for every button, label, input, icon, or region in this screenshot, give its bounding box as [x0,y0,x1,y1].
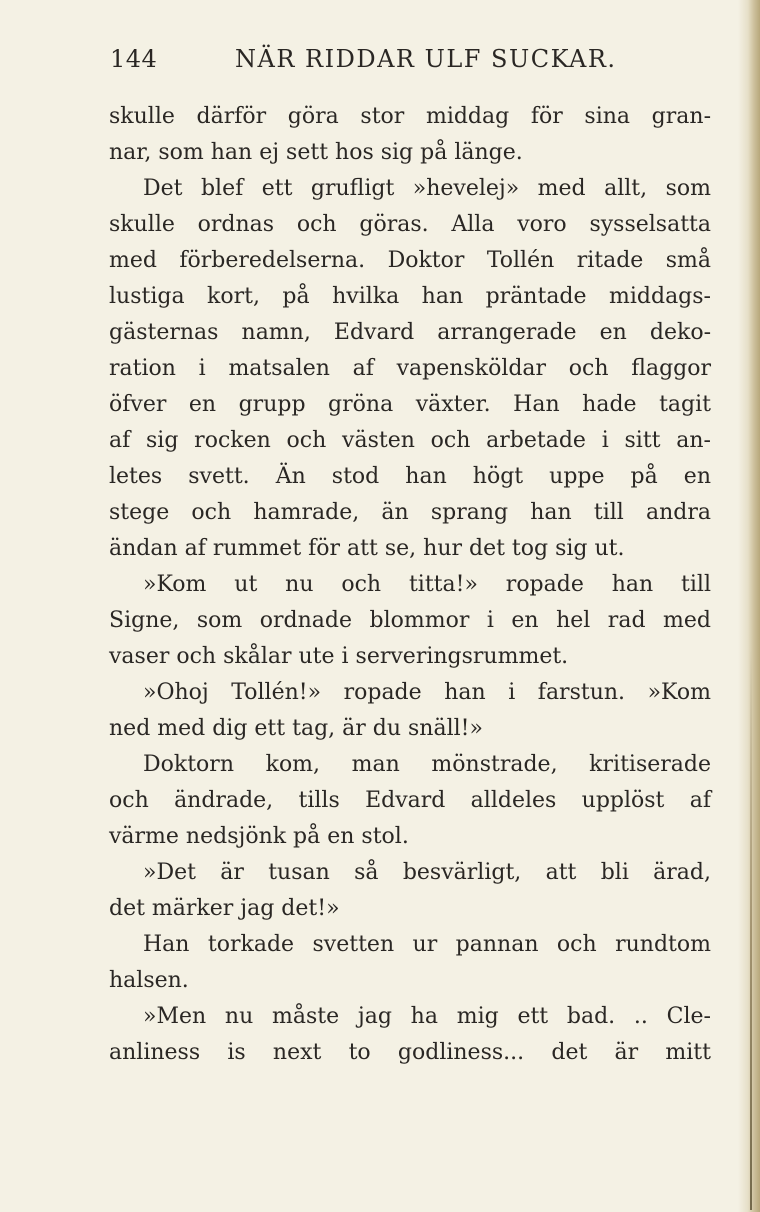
text-line: öfver en grupp gröna växter. Han hade tagit [109,392,711,417]
text-line: det märker jag det!» [109,896,340,921]
running-head: NÄR RIDDAR ULF SUCKAR. [235,45,617,73]
text-line: skulle ordnas och göras. Alla voro sysselsatta [109,212,711,237]
text-line: Signe, som ordnade blommor i en hel rad med [109,608,711,633]
text-line: Doktorn kom, man mönstrade, kritiserade [143,752,711,777]
text-line: »Det är tusan så besvärligt, att bli ärad, [143,860,711,885]
text-line: »Kom ut nu och titta!» ropade han till [143,572,711,597]
text-line: ned med dig ett tag, är du snäll!» [109,716,483,741]
page-number: 144 [110,45,158,73]
page-edge-line [750,650,752,1210]
text-line: lustiga kort, på hvilka han präntade middags- [109,284,711,309]
body-text [109,99,711,1071]
text-line: halsen. [109,968,189,993]
text-line: vaser och skålar ute i serveringsrummet. [109,644,569,669]
text-line: värme nedsjönk på en stol. [109,824,409,849]
text-line: ration i matsalen af vapensköldar och flaggor [109,356,711,381]
text-line: anliness is next to godliness... det är mitt [109,1040,711,1065]
text-line: »Men nu måste jag ha mig ett bad. .. Cle- [143,1004,711,1029]
text-line: af sig rocken och västen och arbetade i sitt an- [109,428,711,453]
page-header [110,45,710,81]
text-line: letes svett. Än stod han högt uppe på en [109,464,711,489]
text-line: Han torkade svetten ur pannan och rundtom [143,932,711,957]
text-line: Det blef ett grufligt »hevelej» med allt, som [143,176,711,201]
page-edge-shadow [738,0,760,1212]
text-line: nar, som han ej sett hos sig på länge. [109,140,523,165]
text-line: och ändrade, tills Edvard alldeles upplöst af [109,788,711,813]
text-line: »Ohoj Tollén!» ropade han i farstun. »Kom [143,680,711,705]
text-line: stege och hamrade, än sprang han till andra [109,500,711,525]
text-line: gästernas namn, Edvard arrangerade en deko- [109,320,711,345]
text-line: med förberedelserna. Doktor Tollén ritade små [109,248,711,273]
text-line: ändan af rummet för att se, hur det tog sig ut. [109,536,625,561]
text-line: skulle därför göra stor middag för sina gran- [109,104,711,129]
